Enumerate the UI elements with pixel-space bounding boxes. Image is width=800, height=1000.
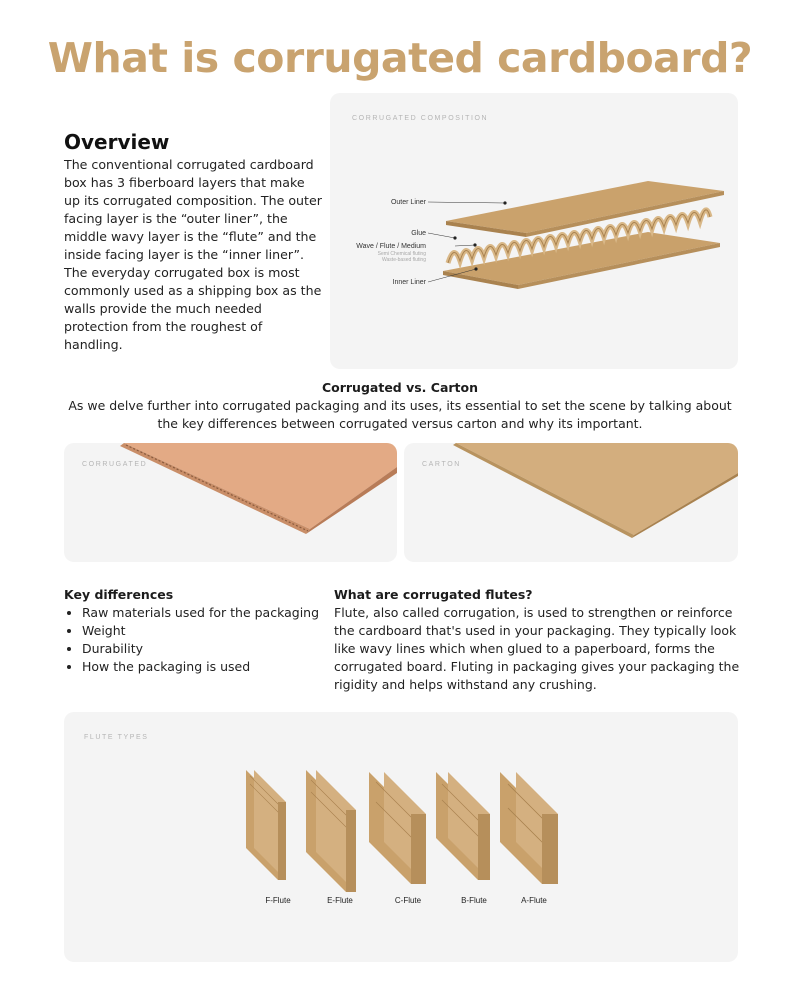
label-semi-chemical: Semi Chemical fluting xyxy=(377,251,426,257)
comparison-heading: Corrugated vs. Carton xyxy=(321,380,479,395)
corrugated-card xyxy=(64,443,397,562)
list-item: • Raw materials used for the packaging xyxy=(82,604,324,622)
label-waste-based: Waste-based fluting xyxy=(381,257,426,263)
carton-card-label: CARTON xyxy=(422,461,461,468)
flutes-text: Flute, also called corrugation, is used to strengthen or reinforce the cardboard that's used in your packaging. They typically look like wavy lines which when glued to a paperboard, forms the corrugated board. Fluting in packaging gives your packaging the rigidity and helps withstand any crushing. xyxy=(334,605,740,692)
corrugated-card-label: CORRUGATED xyxy=(82,461,148,468)
key-differences-heading: Key differences xyxy=(64,587,174,602)
carton-board-image xyxy=(404,443,738,562)
c-flute-sample xyxy=(369,772,426,884)
label-glue: Glue xyxy=(411,230,426,237)
b-flute-sample xyxy=(436,772,490,880)
flute-label: B-Flute xyxy=(461,896,487,905)
overview-heading: Overview xyxy=(64,130,170,154)
flute-types-card-label: FLUTE TYPES xyxy=(84,734,149,741)
comparison-section xyxy=(60,380,740,433)
flutes-heading: What are corrugated flutes? xyxy=(334,587,533,602)
overview-section xyxy=(64,130,324,354)
composition-card-label: CORRUGATED COMPOSITION xyxy=(352,115,489,122)
e-flute-sample xyxy=(306,770,356,892)
comparison-text: As we delve further into corrugated packaging and its uses, its essential to set the scene by talking about the key differences between corrugated versus carton and why its important. xyxy=(68,398,732,431)
key-differences-section xyxy=(64,587,324,676)
list-item: • Weight xyxy=(82,622,324,640)
overview-paragraph-1: The conventional corrugated cardboard box has 3 fiberboard layers that make up its corrugated composition. The outer facing layer is the “outer liner”, the middle wavy layer is the “flute” and the inside facing layer is the “inner liner”. xyxy=(64,157,322,262)
corrugated-composition-diagram xyxy=(330,93,738,369)
label-outer-liner: Outer Liner xyxy=(390,199,426,206)
flute-label: A-Flute xyxy=(521,896,547,905)
list-item: • Durability xyxy=(82,640,324,658)
page-title: What is corrugated cardboard? xyxy=(47,34,753,82)
list-item: • How the packaging is used xyxy=(82,658,324,676)
flutes-section xyxy=(334,587,740,694)
corrugated-board-image xyxy=(64,443,397,562)
outer-liner-layer xyxy=(446,181,724,233)
label-inner-liner: Inner Liner xyxy=(392,279,426,286)
flute-label: E-Flute xyxy=(327,896,353,905)
label-wave: Wave / Flute / Medium xyxy=(356,243,426,250)
composition-card xyxy=(330,93,738,369)
flute-label: F-Flute xyxy=(265,896,291,905)
key-differences-list xyxy=(64,604,324,676)
f-flute-sample xyxy=(246,770,286,880)
flute-label: C-Flute xyxy=(394,896,422,905)
flute-types-diagram xyxy=(64,712,738,962)
overview-paragraph-2: The everyday corrugated box is most commonly used as a shipping box as the walls provide the much needed protection from the roughest of handling. xyxy=(64,265,322,352)
flute-types-card xyxy=(64,712,738,962)
a-flute-sample xyxy=(500,772,558,884)
carton-card xyxy=(404,443,738,562)
